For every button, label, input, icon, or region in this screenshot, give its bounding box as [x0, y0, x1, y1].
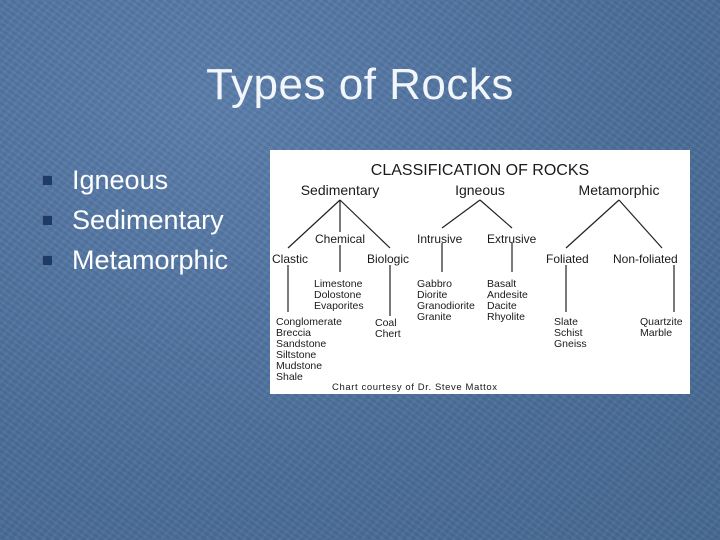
diagram-title: CLASSIFICATION OF ROCKS: [370, 162, 590, 179]
rock-andesite: Andesite: [487, 289, 528, 301]
subcategory-extrusive: Extrusive: [487, 232, 537, 246]
subcategory-intrusive: Intrusive: [417, 232, 463, 246]
connector-ign-extrusive: [480, 200, 512, 228]
bullet-item-sedimentary: [42, 200, 228, 240]
chart-credit: Chart courtesy of Dr. Steve Mattox: [332, 382, 498, 393]
bullet-list: [42, 160, 228, 280]
rock-limestone: Limestone: [314, 278, 363, 290]
rock-breccia: Breccia: [276, 327, 312, 339]
category-igneous: Igneous: [455, 182, 505, 198]
category-metamorphic: Metamorphic: [578, 182, 660, 198]
rock-evaporites: Evaporites: [314, 300, 364, 312]
connector-met-nonfoliated: [619, 200, 662, 248]
classification-diagram: [270, 150, 690, 394]
rock-mudstone: Mudstone: [276, 360, 323, 372]
rock-chert: Chert: [375, 328, 401, 340]
rock-gneiss: Gneiss: [554, 338, 587, 350]
connector-met-foliated: [566, 200, 619, 248]
rock-dolostone: Dolostone: [314, 289, 362, 301]
subcategory-chemical: Chemical: [314, 232, 366, 246]
slide-title: Types of Rocks: [206, 60, 514, 109]
rock-coal: Coal: [375, 317, 397, 329]
rock-quartzite: Quartzite: [640, 316, 683, 328]
category-sedimentary: Sedimentary: [300, 182, 380, 198]
rock-sandstone: Sandstone: [276, 338, 327, 350]
rock-granodiorite: Granodiorite: [417, 300, 475, 312]
bullet-item-metamorphic: [42, 240, 228, 280]
subcategory-biologic: Biologic: [367, 252, 410, 266]
rock-siltstone: Siltstone: [276, 349, 317, 361]
bullet-item-igneous: [42, 160, 228, 200]
square-bullet-icon: [42, 215, 52, 225]
rock-gabbro: Gabbro: [417, 278, 453, 290]
bullet-text: Sedimentary: [72, 204, 224, 235]
rock-marble: Marble: [640, 327, 673, 339]
rock-basalt: Basalt: [487, 278, 517, 290]
bullet-text: Igneous: [72, 164, 169, 195]
subcategory-clastic: Clastic: [272, 252, 309, 266]
subcategory-nonfoliated: Non-foliated: [613, 252, 678, 266]
rock-diorite: Diorite: [417, 289, 448, 301]
subcategory-foliated: Foliated: [546, 252, 589, 266]
square-bullet-icon: [42, 255, 52, 265]
rock-classification-chart: [270, 150, 690, 394]
rock-dacite: Dacite: [487, 300, 517, 312]
rock-rhyolite: Rhyolite: [487, 311, 525, 323]
rock-granite: Granite: [417, 311, 452, 323]
connector-ign-intrusive: [442, 200, 480, 228]
rock-slate: Slate: [554, 316, 578, 328]
bullet-text: Metamorphic: [72, 244, 229, 275]
rock-conglomerate: Conglomerate: [276, 316, 342, 328]
square-bullet-icon: [42, 175, 52, 185]
rock-shale: Shale: [276, 371, 303, 383]
rock-schist: Schist: [554, 327, 583, 339]
